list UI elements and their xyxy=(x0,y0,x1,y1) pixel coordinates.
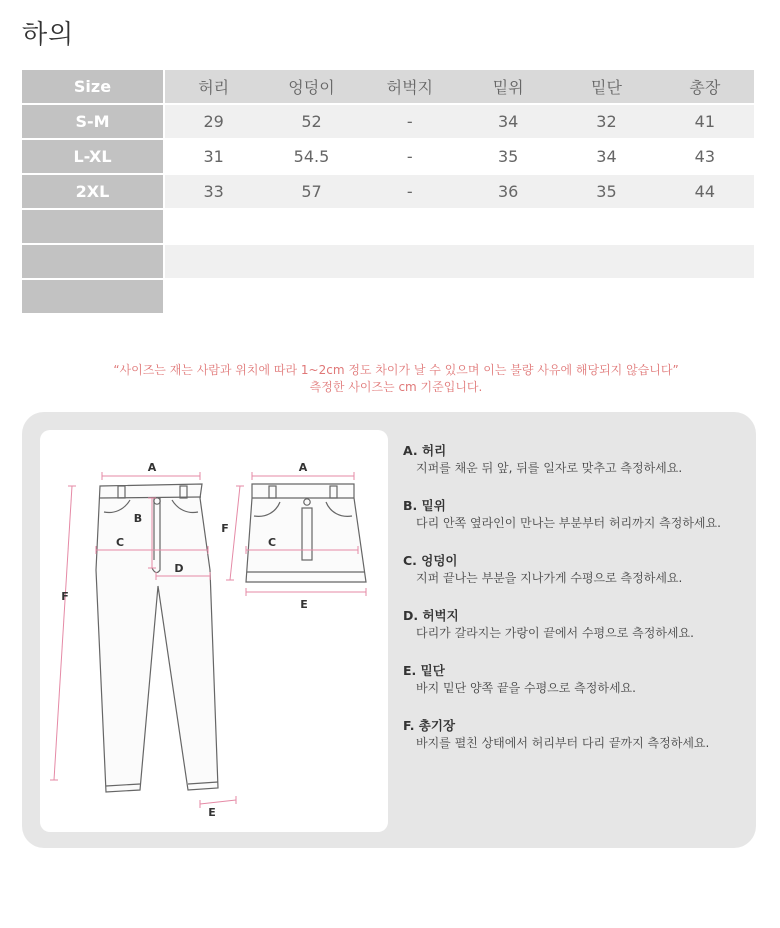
guide-item-length xyxy=(403,717,753,753)
label-d-pants: D xyxy=(174,562,184,575)
guide-item-rise xyxy=(403,497,753,533)
cell-length xyxy=(656,244,754,279)
guide-item-thigh xyxy=(403,607,753,643)
cell-waist xyxy=(164,209,262,244)
cell-hem xyxy=(557,244,655,279)
guide-item-waist xyxy=(403,442,753,478)
guide-title: C. 엉덩이 xyxy=(403,553,458,568)
header-thigh: 허벅지 xyxy=(361,70,459,104)
guide-title: F. 총기장 xyxy=(403,718,456,733)
cell-hem: 34 xyxy=(596,147,617,166)
notice-line-2: 측정한 사이즈는 cm 기준입니다. xyxy=(309,380,483,394)
shorts-illustration xyxy=(246,484,366,582)
measurement-guide-list xyxy=(403,442,753,772)
size-notice xyxy=(0,362,780,396)
cell-hip xyxy=(262,244,360,279)
row-size: L-XL xyxy=(22,139,164,174)
page-title: 하의 xyxy=(22,20,75,50)
header-size: Size xyxy=(22,70,164,104)
guide-desc: 바지를 펼친 상태에서 허리부터 다리 끝까지 측정하세요. xyxy=(416,736,710,750)
cell-thigh: - xyxy=(361,104,459,139)
label-a-shorts: A xyxy=(298,461,308,474)
cell-thigh xyxy=(361,209,459,244)
guide-desc: 다리 안쪽 옆라인이 만나는 부분부터 허리까지 측정하세요. xyxy=(416,516,721,530)
cell-thigh xyxy=(361,244,459,279)
cell-waist: 33 xyxy=(164,174,262,209)
cell-thigh: - xyxy=(406,147,413,166)
cell-rise: 36 xyxy=(459,174,557,209)
row-size xyxy=(22,244,164,279)
guide-desc: 지퍼를 채운 뒤 앞, 뒤를 일자로 맞추고 측정하세요. xyxy=(416,461,683,475)
row-size xyxy=(22,279,164,314)
cell-length: 44 xyxy=(656,174,754,209)
table-row xyxy=(22,139,754,174)
cell-hip: 52 xyxy=(262,104,360,139)
header-length: 총장 xyxy=(656,70,754,104)
cell-waist xyxy=(164,244,262,279)
table-row xyxy=(22,174,754,209)
notice-line-1: “사이즈는 재는 사람과 위치에 따라 1~2cm 정도 차이가 날 수 있으며 이는 불량 사유에 해당되지 않습니다” xyxy=(113,363,679,377)
cell-hem xyxy=(557,279,655,314)
size-table xyxy=(22,70,754,315)
cell-length xyxy=(656,209,754,244)
cell-waist xyxy=(164,279,262,314)
cell-rise xyxy=(459,209,557,244)
cell-thigh: - xyxy=(361,174,459,209)
measurement-diagram xyxy=(40,430,388,832)
header-waist: 허리 xyxy=(164,70,262,104)
cell-rise xyxy=(459,244,557,279)
table-header-row xyxy=(22,70,754,104)
label-a-pants: A xyxy=(147,461,157,474)
guide-title: D. 허벅지 xyxy=(403,608,459,623)
row-size: 2XL xyxy=(22,174,164,209)
cell-rise: 35 xyxy=(497,147,519,166)
guide-item-hem xyxy=(403,662,753,698)
cell-length: 41 xyxy=(656,104,754,139)
table-row xyxy=(22,244,754,279)
cell-rise: 34 xyxy=(459,104,557,139)
measurement-guide-panel xyxy=(22,412,756,848)
cell-length: 43 xyxy=(694,147,715,166)
cell-hem xyxy=(557,209,655,244)
cell-waist: 31 xyxy=(203,147,224,166)
cell-hem: 32 xyxy=(557,104,655,139)
label-e-pants: E xyxy=(208,806,216,819)
row-size: S-M xyxy=(22,104,164,139)
cell-hip: 57 xyxy=(262,174,360,209)
guide-desc: 바지 밑단 양쪽 끝을 수평으로 측정하세요. xyxy=(416,681,636,695)
header-hip: 엉덩이 xyxy=(262,70,360,104)
label-f-pants: F xyxy=(61,590,69,603)
guide-item-hip xyxy=(403,552,753,588)
guide-desc: 다리가 갈라지는 가랑이 끝에서 수평으로 측정하세요. xyxy=(416,626,694,640)
cell-length xyxy=(656,279,754,314)
cell-hip: 54.5 xyxy=(293,147,330,166)
row-size xyxy=(22,209,164,244)
guide-title: B. 밑위 xyxy=(403,498,446,513)
cell-waist: 29 xyxy=(164,104,262,139)
table-row xyxy=(22,104,754,139)
cell-rise xyxy=(459,279,557,314)
table-row xyxy=(22,209,754,244)
long-pants-illustration xyxy=(96,484,218,792)
guide-desc: 지퍼 끝나는 부분을 지나가게 수평으로 측정하세요. xyxy=(416,571,683,585)
header-rise: 밑위 xyxy=(459,70,557,104)
label-f-shorts: F xyxy=(221,522,229,535)
label-c-pants: C xyxy=(115,536,125,549)
label-e-shorts: E xyxy=(300,598,308,611)
table-row xyxy=(22,279,754,314)
guide-title: A. 허리 xyxy=(403,443,447,458)
cell-hem: 35 xyxy=(557,174,655,209)
cell-hip xyxy=(262,209,360,244)
cell-thigh xyxy=(361,279,459,314)
header-hem: 밑단 xyxy=(557,70,655,104)
guide-title: E. 밑단 xyxy=(403,663,445,678)
cell-hip xyxy=(262,279,360,314)
label-b-pants: B xyxy=(133,512,143,525)
label-c-shorts: C xyxy=(267,536,277,549)
pants-diagram-svg xyxy=(40,430,388,832)
